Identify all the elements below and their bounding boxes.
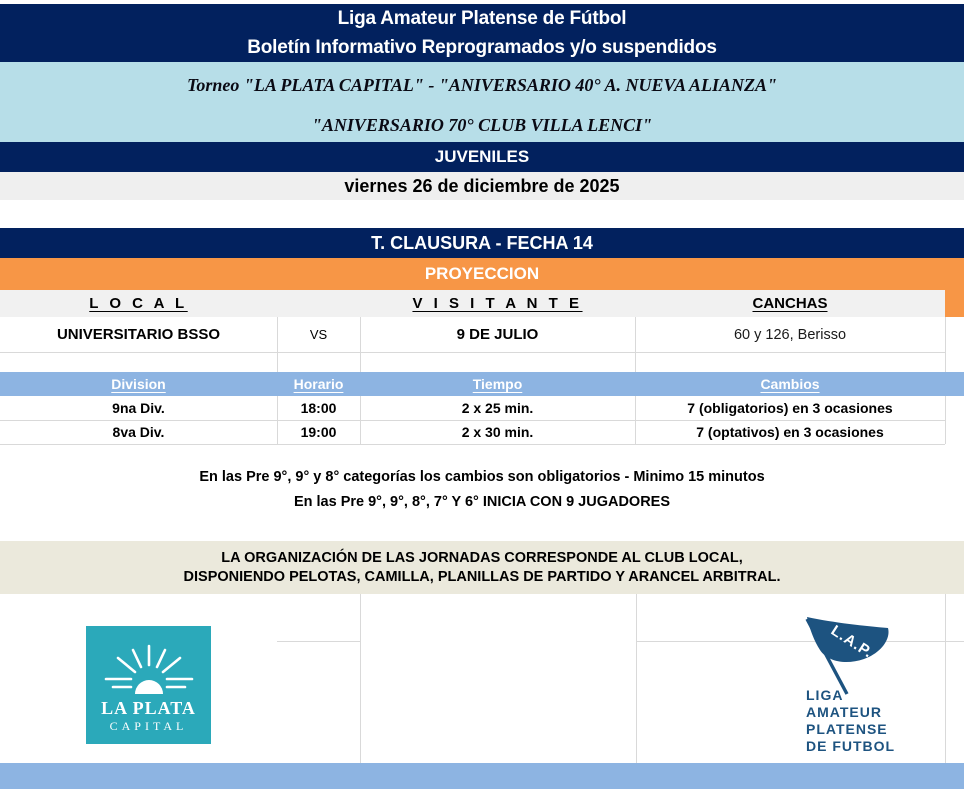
schedule-header-band <box>0 372 964 396</box>
match-row <box>0 317 945 353</box>
schedule-row <box>0 396 945 421</box>
gridline-horizontal <box>277 641 360 642</box>
lap-word-line: AMATEUR <box>806 704 882 720</box>
league-title: Liga Amateur Platense de Fútbol <box>337 7 627 29</box>
lap-flag-logo <box>790 612 920 762</box>
organization-line-1: LA ORGANIZACIÓN DE LAS JORNADAS CORRESPONDE AL CLUB LOCAL, <box>221 550 743 566</box>
schedule-header-cambios: Cambios <box>760 376 820 392</box>
schedule-division: 8va Div. <box>0 420 278 444</box>
schedule-cambios: 7 (optativos) en 3 ocasiones <box>635 420 946 444</box>
header-local: L O C A L <box>89 295 188 312</box>
tournament-line-1: Torneo "LA PLATA CAPITAL" - "ANIVERSARIO 40° A. NUEVA ALIANZA" <box>187 75 777 95</box>
date-band <box>0 172 964 200</box>
bulletin-subtitle: Boletín Informativo Reprogramados y/o suspendidos <box>247 36 717 58</box>
category-band <box>0 142 964 172</box>
tournament-line-2: "ANIVERSARIO 70° CLUB VILLA LENCI" <box>311 115 653 135</box>
gridline-vertical <box>945 594 946 763</box>
schedule-cambios: 7 (obligatorios) en 3 ocasiones <box>635 396 946 420</box>
footer-band <box>0 763 964 789</box>
schedule-tiempo: 2 x 25 min. <box>360 396 636 420</box>
schedule-horario: 18:00 <box>277 396 361 420</box>
organization-line-2: DISPONIENDO PELOTAS, CAMILLA, PLANILLAS DE PARTIDO Y ARANCEL ARBITRAL. <box>183 569 781 585</box>
header-visitante: V I S I T A N T E <box>412 295 583 312</box>
round-band <box>0 228 964 258</box>
lap-word-line: DE FUTBOL <box>806 738 896 754</box>
schedule-row <box>0 420 945 445</box>
match-visitante: 9 DE JULIO <box>360 317 636 352</box>
gridline-vertical <box>636 594 637 763</box>
lap-word-line: PLATENSE <box>806 721 888 737</box>
note-line-2: En las Pre 9°, 9°, 8°, 7° Y 6° INICIA CON 9 JUGADORES <box>293 494 671 510</box>
lap-logo-wordmark <box>806 687 895 755</box>
organization-band <box>0 541 964 594</box>
spacer-row <box>0 352 945 373</box>
tournament-band <box>0 62 964 142</box>
round-title: T. CLAUSURA - FECHA 14 <box>371 232 593 253</box>
schedule-division: 9na Div. <box>0 396 278 420</box>
category-label: JUVENILES <box>434 147 530 166</box>
lap-flag-text: L.A.P. <box>827 622 877 662</box>
la-plata-logo-subname: CAPITAL <box>109 719 188 733</box>
sunrise-icon <box>103 644 195 698</box>
la-plata-capital-logo <box>86 626 211 744</box>
title-band <box>0 4 964 62</box>
header-canchas: CANCHAS <box>752 295 828 312</box>
schedule-tiempo: 2 x 30 min. <box>360 420 636 444</box>
fixture-header-row <box>0 290 945 317</box>
match-vs: VS <box>277 317 361 352</box>
spacer-cell <box>635 352 946 372</box>
stage-band <box>0 258 964 290</box>
schedule-header-tiempo: Tiempo <box>472 376 523 392</box>
spacer-cell <box>277 352 361 372</box>
match-local: UNIVERSITARIO BSSO <box>0 317 278 352</box>
match-cancha: 60 y 126, Berisso <box>635 317 946 352</box>
spacer-cell <box>360 352 636 372</box>
schedule-header-division: Division <box>111 376 166 392</box>
schedule-header-horario: Horario <box>293 376 344 392</box>
date-label: viernes 26 de diciembre de 2025 <box>344 175 620 196</box>
note-line-1: En las Pre 9°, 9° y 8° categorías los cambios son obligatorios - Minimo 15 minutos <box>199 469 765 485</box>
la-plata-logo-name: LA PLATA <box>101 698 196 718</box>
schedule-horario: 19:00 <box>277 420 361 444</box>
lap-word-line: LIGA <box>806 687 844 703</box>
spacer-cell <box>0 352 278 372</box>
stage-band-right-tab <box>945 290 964 317</box>
stage-title: PROYECCION <box>424 264 540 283</box>
gridline-vertical <box>360 594 361 763</box>
